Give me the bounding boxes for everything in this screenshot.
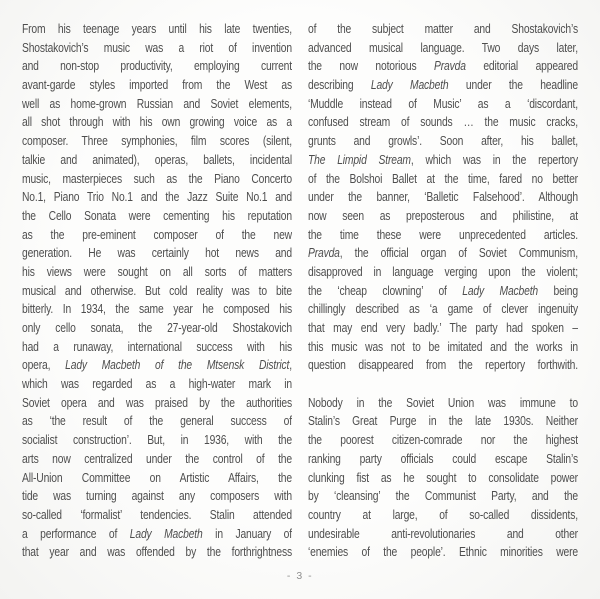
text-line bbox=[22, 356, 292, 375]
text-run: avant-garde styles imported from the West as bbox=[22, 77, 292, 93]
text-line bbox=[22, 151, 292, 170]
text-run: question disappeared from the repertory forthwith. bbox=[308, 357, 578, 373]
text-line bbox=[308, 226, 578, 245]
text-run: his views were sought on all sorts of matters bbox=[22, 263, 292, 279]
text-line bbox=[308, 244, 578, 263]
text-run: under the banner, ‘Balletic Falsehood’. Although bbox=[308, 189, 578, 205]
text-run: the ‘cheap clowning’ of bbox=[308, 282, 463, 298]
text-line bbox=[308, 170, 578, 189]
text-line bbox=[308, 543, 578, 562]
text-run: arts now centralized under the control of the bbox=[22, 450, 292, 466]
text-run: disapproved in language verging upon the violent; bbox=[308, 263, 578, 279]
text-line bbox=[22, 525, 292, 544]
text-run: grunts and growls’. Soon after, his ballet, bbox=[308, 133, 578, 149]
text-run: this music was not to be imitated and the works in bbox=[308, 338, 578, 354]
text-run: Nobody in the Soviet Union was immune to bbox=[308, 394, 578, 410]
text-line bbox=[22, 244, 292, 263]
text-line bbox=[22, 300, 292, 319]
italic-text-run: The Limpid Stream bbox=[308, 151, 411, 167]
text-run: a performance of bbox=[22, 525, 130, 541]
text-line bbox=[308, 39, 578, 58]
text-run: as ‘the result of the general success of bbox=[22, 413, 292, 429]
text-run: and non-stop productivity, employing current bbox=[22, 58, 292, 74]
text-run: From his teenage years until his late twenties, bbox=[22, 21, 292, 36]
text-line bbox=[308, 394, 578, 413]
text-line bbox=[308, 151, 578, 170]
text-run: of the subject matter and Shostakovich’s bbox=[308, 21, 578, 36]
text-run: All-Union Committee on Artistic Affairs, the bbox=[22, 469, 292, 485]
text-run: so-called ‘formalist’ tendencies. Stalin attended bbox=[22, 506, 292, 522]
text-run: Stalin’s Great Purge in the late 1930s. Neither bbox=[308, 413, 578, 429]
text-line bbox=[22, 412, 292, 431]
text-line bbox=[22, 543, 292, 562]
text-run: chillingly described as ‘a game of clever ingenuity bbox=[308, 301, 578, 317]
text-line bbox=[22, 226, 292, 245]
text-run: only cello sonata, the 27-year-old Shostakovich bbox=[22, 320, 292, 335]
text-run: the Cello Sonata were cementing his reputation bbox=[22, 207, 292, 223]
text-line bbox=[22, 469, 292, 488]
text-run: that year and was offended by the forthrightness bbox=[22, 544, 292, 560]
text-run: talkie and animated), operas, ballets, incidental bbox=[22, 151, 292, 167]
text-run: the poorest citizen-comrade nor the highest bbox=[308, 432, 578, 448]
text-run: No.1, Piano Trio No.1 and the Jazz Suite No.1 and bbox=[22, 189, 292, 205]
text-line bbox=[308, 319, 578, 338]
text-run: undesirable anti-revolutionaries and other bbox=[308, 525, 578, 541]
text-run: , bbox=[289, 357, 292, 373]
text-run: of the Bolshoi Ballet at the time, fared no better bbox=[308, 170, 578, 186]
text-run: ‘enemies of the people’. Ethnic minorities were bbox=[308, 544, 578, 560]
text-line bbox=[308, 207, 578, 226]
text-run: describing bbox=[308, 77, 371, 93]
text-run: the time these were unprecedented articles. bbox=[308, 226, 578, 242]
text-column-right bbox=[308, 20, 578, 562]
text-line bbox=[308, 469, 578, 488]
text-run: in January of bbox=[202, 525, 292, 541]
text-run: tide was turning against any composers with bbox=[22, 488, 292, 504]
text-run: the now notorious bbox=[308, 58, 435, 74]
italic-text-run: Lady Macbeth bbox=[370, 77, 449, 93]
text-line bbox=[22, 95, 292, 114]
text-line bbox=[22, 431, 292, 450]
text-run: music, masterpieces such as the Piano Concerto bbox=[22, 170, 292, 186]
text-line bbox=[22, 394, 292, 413]
text-line bbox=[308, 20, 578, 39]
text-run: had a runaway, international success with his bbox=[22, 338, 292, 354]
text-line bbox=[22, 487, 292, 506]
text-line bbox=[308, 263, 578, 282]
text-line bbox=[22, 282, 292, 301]
text-run: clunking fist as he sought to consolidate power bbox=[308, 469, 578, 485]
text-run: as the pre-eminent composer of the new bbox=[22, 226, 292, 242]
text-line bbox=[22, 375, 292, 394]
text-line bbox=[308, 487, 578, 506]
text-run: editorial appeared bbox=[465, 58, 578, 74]
text-run: all shot through with his own growing voice as a bbox=[22, 114, 292, 130]
text-line bbox=[308, 431, 578, 450]
text-run: opera, bbox=[22, 357, 66, 373]
text-run: Soviet opera and was praised by the authorities bbox=[22, 394, 292, 410]
text-line bbox=[22, 170, 292, 189]
text-line bbox=[308, 132, 578, 151]
text-run: , the official organ of Soviet Communism, bbox=[339, 245, 578, 261]
text-run: well as home-grown Russian and Soviet elements, bbox=[22, 95, 292, 111]
text-run: which was regarded as a high-water mark in bbox=[22, 376, 292, 392]
text-line bbox=[22, 113, 292, 132]
italic-text-run: Lady Macbeth bbox=[462, 282, 538, 298]
text-run: bitterly. In 1934, the same year he composed his bbox=[22, 301, 292, 317]
text-run: ‘Muddle instead of Music’ as a ‘discordant, bbox=[308, 95, 578, 111]
text-line bbox=[308, 450, 578, 469]
text-line bbox=[308, 338, 578, 357]
text-column-left bbox=[22, 20, 292, 562]
text-line bbox=[22, 39, 292, 58]
text-line bbox=[22, 338, 292, 357]
text-line bbox=[22, 506, 292, 525]
text-run: by ‘cleansing’ the Communist Party, and the bbox=[308, 488, 578, 504]
text-line bbox=[22, 20, 292, 39]
text-run: socialist construction’. But, in 1936, with the bbox=[22, 432, 292, 448]
text-line bbox=[22, 76, 292, 95]
text-run: country at large, of so-called dissidents, bbox=[308, 506, 578, 522]
italic-text-run: Lady Macbeth bbox=[129, 525, 203, 541]
text-line bbox=[22, 188, 292, 207]
text-run: under the headline bbox=[448, 77, 578, 93]
text-run: advanced musical language. Two days later, bbox=[308, 39, 578, 55]
text-line bbox=[22, 57, 292, 76]
italic-text-run: Lady Macbeth of the Mtsensk District bbox=[65, 357, 290, 373]
text-line bbox=[308, 113, 578, 132]
text-line bbox=[22, 450, 292, 469]
italic-text-run: Pravda bbox=[434, 58, 466, 74]
text-line bbox=[22, 319, 292, 338]
text-line bbox=[308, 95, 578, 114]
text-run: that may end very badly.’ The party had spoken – bbox=[308, 320, 578, 335]
text-run: Shostakovich’s music was a riot of invention bbox=[22, 39, 292, 55]
text-line bbox=[308, 506, 578, 525]
page-number: - 3 - bbox=[286, 570, 314, 582]
text-line bbox=[22, 263, 292, 282]
paragraph-break bbox=[308, 375, 578, 394]
text-line bbox=[308, 412, 578, 431]
text-run: composer. Three symphonies, film scores (silent, bbox=[22, 133, 292, 149]
text-run: , which was in the repertory bbox=[410, 151, 578, 167]
text-line bbox=[308, 525, 578, 544]
text-line bbox=[308, 282, 578, 301]
text-line bbox=[22, 132, 292, 151]
text-run: being bbox=[537, 282, 578, 298]
text-run: musical and otherwise. But cold reality was to bite bbox=[22, 282, 292, 298]
text-run: generation. He was certainly hot news and bbox=[22, 245, 292, 261]
text-line bbox=[308, 356, 578, 375]
italic-text-run: Pravda bbox=[308, 245, 340, 261]
text-run: ranking party officials could escape Stalin’s bbox=[308, 450, 578, 466]
text-line bbox=[22, 207, 292, 226]
text-line bbox=[308, 76, 578, 95]
text-line bbox=[308, 300, 578, 319]
text-run: now seen as preposterous and philistine, at bbox=[308, 207, 578, 223]
text-line bbox=[308, 188, 578, 207]
text-run: confused stream of sounds … the music cracks, bbox=[308, 114, 578, 130]
text-line bbox=[308, 57, 578, 76]
